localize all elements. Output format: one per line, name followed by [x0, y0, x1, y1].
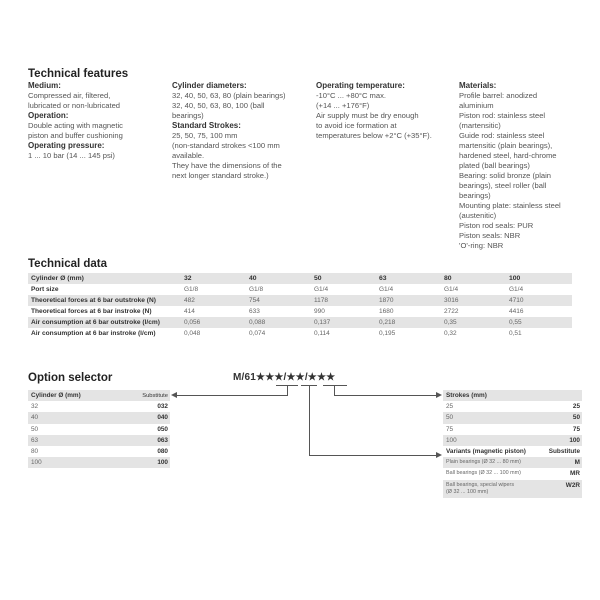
feature-text: available.	[172, 151, 205, 160]
cell: 2722	[444, 308, 459, 315]
cell: 080	[157, 448, 168, 456]
table-row	[443, 412, 582, 423]
table-row	[28, 412, 170, 423]
feature-text: next longer standard stroke.)	[172, 171, 269, 180]
table-row	[443, 401, 582, 412]
feature-text: lubricated or non-lubricated	[28, 101, 121, 110]
feature-text: bearings)	[459, 191, 491, 200]
cell: G1/8	[184, 286, 199, 293]
feature-text: Mounting plate: stainless steel	[459, 201, 561, 210]
features-col-2	[172, 81, 312, 181]
cell: 482	[181, 295, 246, 306]
cell: 0,074	[249, 330, 266, 337]
cell: 0,55	[506, 317, 572, 328]
feature-text: They have the dimensions of the	[172, 161, 282, 170]
cell-line: Ball bearings, special wipers	[446, 481, 515, 488]
features-col-4	[459, 81, 589, 251]
feature-label: Operating temperature:	[316, 81, 405, 90]
cell: 0,056	[181, 317, 246, 328]
cell: 0,195	[379, 330, 396, 337]
feature-text: to avoid ice formation at	[316, 121, 397, 130]
header-cell: 40	[246, 273, 311, 284]
feature-text: Piston rod seals: PUR	[459, 221, 534, 230]
header-cell: Substitute	[119, 390, 170, 401]
feature-text: (austenitic)	[459, 211, 497, 220]
feature-text: Piston seals: NBR	[459, 231, 521, 240]
table-row	[28, 317, 572, 328]
feature-label: Cylinder diameters:	[172, 81, 247, 90]
cell: 40	[28, 412, 119, 423]
cell: G1/4	[379, 286, 394, 293]
technical-features-title: Technical features	[28, 68, 129, 80]
cell: 990	[314, 308, 325, 315]
cell: 50	[31, 425, 39, 433]
cell: 0,32	[444, 330, 457, 337]
feature-text: Bearing: solid bronze (plain	[459, 171, 552, 180]
feature-label: Standard Strokes:	[172, 121, 241, 130]
table-row	[28, 295, 572, 306]
features-col-3	[316, 81, 456, 141]
feature-text: (+14 ... +176°F)	[316, 101, 370, 110]
table-header-row	[28, 390, 170, 401]
strokes-variants-table	[443, 390, 582, 498]
cell: 1178	[311, 295, 376, 306]
feature-text: temperatures below +2°C (+35°F).	[316, 131, 432, 140]
header-cell: 32	[181, 273, 246, 284]
cell: 100	[443, 435, 540, 446]
cell: 63	[28, 435, 119, 446]
feature-text: piston and buffer cushioning	[28, 131, 123, 140]
technical-data-table	[28, 273, 572, 339]
arrow-right-icon	[436, 452, 442, 458]
feature-label: Operation:	[28, 111, 69, 120]
cell: 75	[446, 425, 454, 433]
feature-text: (non-standard strokes <100 mm	[172, 141, 280, 150]
cell: 040	[119, 412, 170, 423]
feature-text: Piston rod: stainless steel	[459, 111, 546, 120]
cell: G1/4	[314, 286, 329, 293]
feature-text: 25, 50, 75, 100 mm	[172, 131, 238, 140]
cell	[443, 480, 540, 498]
feature-text: bearings), steel roller (ball	[459, 181, 547, 190]
cell: 25	[572, 403, 580, 411]
cell: 633	[249, 308, 260, 315]
table-row	[28, 328, 572, 339]
feature-label: Operating pressure:	[28, 141, 105, 150]
feature-text: plated (ball bearings)	[459, 161, 530, 170]
cell: 4416	[509, 308, 524, 315]
feature-text: -10°C ... +80°C max.	[316, 91, 387, 100]
table-row	[443, 468, 582, 479]
cell: 0,218	[376, 317, 441, 328]
feature-label: Medium:	[28, 81, 61, 90]
cell: G1/8	[249, 286, 264, 293]
cell: 50	[443, 412, 540, 423]
table-row	[28, 435, 170, 446]
cell: 0,088	[246, 317, 311, 328]
table-header-row	[443, 446, 582, 457]
table-row	[443, 435, 582, 446]
cell: 0,35	[441, 317, 506, 328]
table-row	[28, 284, 572, 295]
header-cell: Variants (magnetic piston)	[446, 448, 526, 456]
cell: 80	[31, 448, 39, 456]
connector	[309, 455, 437, 456]
arrow-left-icon	[171, 392, 177, 398]
technical-data-title: Technical data	[28, 258, 108, 270]
cell: 75	[572, 425, 580, 433]
cell: 050	[157, 425, 168, 433]
cell: 1870	[376, 295, 441, 306]
connector	[334, 395, 437, 396]
cell: 754	[246, 295, 311, 306]
cell: 1680	[379, 308, 394, 315]
table-row	[28, 401, 170, 412]
feature-text: aluminium	[459, 101, 494, 110]
feature-text: Air supply must be dry enough	[316, 111, 419, 120]
header-cell: 80	[441, 273, 506, 284]
cell: MR	[570, 470, 580, 478]
cell: 0,114	[314, 330, 330, 337]
connector	[287, 385, 288, 395]
row-label: Air consumption at 6 bar instroke (l/cm)	[31, 330, 156, 337]
feature-text: martensitic (plain bearings),	[459, 141, 553, 150]
header-cell: Cylinder Ø (mm)	[28, 273, 181, 284]
table-row	[443, 480, 582, 498]
table-row	[28, 306, 572, 317]
feature-text: Guide rod: stainless steel	[459, 131, 545, 140]
row-label: Air consumption at 6 bar outstroke (l/cm)	[28, 317, 181, 328]
row-label: Theoretical forces at 6 bar outstroke (N)	[28, 295, 181, 306]
arrow-right-icon	[436, 392, 442, 398]
cell: G1/4	[444, 286, 459, 293]
cell: Ball bearings (Ø 32 ... 100 mm)	[446, 470, 521, 477]
cell: 32	[31, 403, 39, 411]
feature-text: hardened steel, hard-chrome	[459, 151, 557, 160]
table-row	[28, 446, 170, 457]
cell: 25	[446, 403, 454, 411]
table-row	[28, 457, 170, 468]
table-header-row	[443, 390, 582, 401]
order-code: M/61★★★/★★/★★★	[233, 372, 336, 383]
cell: 0,048	[184, 330, 201, 337]
cell-line: (Ø 32 ... 100 mm)	[446, 488, 489, 495]
cell: 0,137	[311, 317, 376, 328]
cell: 0,51	[509, 330, 522, 337]
connector	[334, 385, 335, 395]
cell: 3016	[441, 295, 506, 306]
feature-text: (martensitic)	[459, 121, 501, 130]
header-cell: Cylinder Ø (mm)	[28, 390, 119, 401]
cell: G1/4	[509, 286, 524, 293]
header-cell: 63	[376, 273, 441, 284]
option-selector-title: Option selector	[28, 372, 113, 384]
feature-text: Double acting with magnetic	[28, 121, 123, 130]
feature-text: 32, 40, 50, 63, 80, 100 (ball	[172, 101, 265, 110]
table-row	[443, 457, 582, 468]
feature-text: 'O'-ring: NBR	[459, 241, 504, 250]
cell: M	[540, 457, 582, 468]
cell: Plain bearings (Ø 32 ... 80 mm)	[443, 457, 540, 468]
cell: 414	[184, 308, 195, 315]
feature-text: 1 ... 10 bar (14 ... 145 psi)	[28, 151, 115, 160]
header-cell: Substitute	[548, 448, 580, 456]
cylinder-substitute-table	[28, 390, 170, 468]
connector	[309, 385, 310, 455]
feature-text: bearings)	[172, 111, 204, 120]
cell: 100	[540, 435, 582, 446]
cell: 063	[119, 435, 170, 446]
row-label: Theoretical forces at 6 bar instroke (N)	[31, 308, 152, 315]
table-row	[28, 424, 170, 435]
header-cell: 100	[506, 273, 572, 284]
feature-text: Compressed air, filtered,	[28, 91, 111, 100]
table-row	[443, 424, 582, 435]
header-cell: Strokes (mm)	[443, 390, 582, 401]
cell: 50	[540, 412, 582, 423]
table-header-row	[28, 273, 572, 284]
cell: 4710	[506, 295, 572, 306]
code-underline-3	[323, 385, 347, 386]
connector	[176, 395, 288, 396]
cell: W2R	[540, 480, 582, 498]
cell: 032	[157, 403, 168, 411]
features-col-1	[28, 81, 168, 161]
cell: 100	[119, 457, 170, 468]
header-cell: 50	[311, 273, 376, 284]
feature-label: Materials:	[459, 81, 497, 90]
cell: 100	[28, 457, 119, 468]
feature-text: 32, 40, 50, 63, 80 (plain bearings)	[172, 91, 286, 100]
row-label: Port size	[31, 286, 59, 293]
feature-text: Profile barrel: anodized	[459, 91, 538, 100]
